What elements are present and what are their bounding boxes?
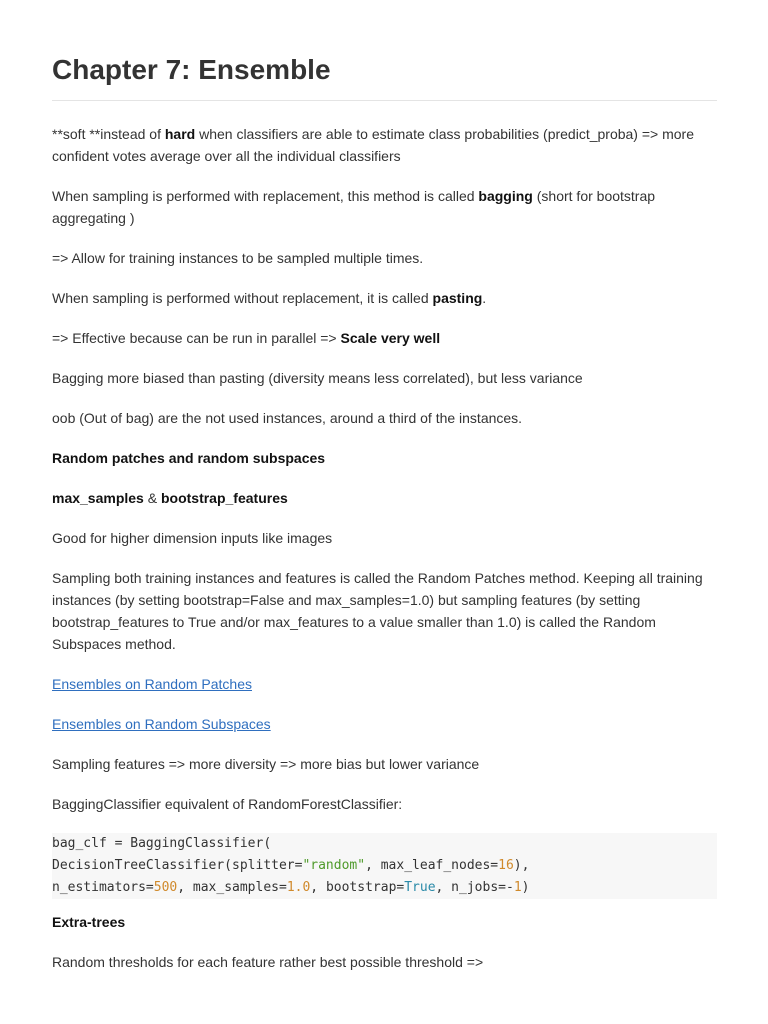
heading-text: Extra-trees: [52, 914, 126, 930]
bold-term-hard: hard: [164, 126, 196, 142]
code-block: [52, 833, 717, 899]
bold-term-bagging: bagging: [478, 188, 533, 204]
paragraph-oob: oob (Out of bag) are the not used instances, around a third of the instances.: [52, 410, 523, 426]
text-segment: => Effective because can be run in parallel =>: [52, 330, 341, 346]
code-number: 1: [513, 880, 522, 895]
text-segment: (short for bootstrap aggregating ): [52, 188, 656, 226]
page-title: Chapter 7: Ensemble: [52, 0, 717, 101]
paragraph-link-patches: [52, 673, 717, 695]
paragraph-random-thresholds: Random thresholds for each feature rather best possible threshold =>: [52, 954, 484, 970]
code-token: , n_jobs=-: [435, 880, 514, 895]
code-token: n_estimators=: [52, 880, 154, 895]
text-segment: .: [482, 290, 487, 306]
heading-random-patches: [52, 447, 717, 469]
bold-term-scale: Scale very well: [340, 330, 441, 346]
code-token: ),: [513, 858, 530, 873]
paragraph-bagging: [52, 185, 717, 229]
paragraph-sampling-features: Sampling features => more diversity => more bias but lower variance: [52, 756, 480, 772]
code-token: ): [521, 880, 530, 895]
paragraph-link-subspaces: [52, 713, 717, 735]
heading-extra-trees: [52, 911, 717, 933]
link-random-subspaces[interactable]: Ensembles on Random Subspaces: [52, 716, 271, 732]
paragraph-soft-voting: [52, 123, 717, 167]
paragraph-bias-variance: Bagging more biased than pasting (diversity means less correlated), but less variance: [52, 370, 583, 386]
text-segment: **soft **instead of: [52, 126, 165, 142]
paragraph-replacement-note: => Allow for training instances to be sampled multiple times.: [52, 250, 424, 266]
text-segment: When sampling is performed with replacement, this method is called: [52, 188, 479, 204]
paragraph-bagging-equivalent: BaggingClassifier equivalent of RandomForestClassifier:: [52, 796, 403, 812]
code-line: bag_clf = BaggingClassifier(: [52, 836, 272, 851]
text-segment: &: [143, 490, 161, 506]
paragraph-parallel: [52, 327, 717, 349]
code-token: DecisionTreeClassifier(splitter=: [52, 858, 303, 873]
bold-term-max-samples: max_samples: [52, 490, 144, 506]
heading-text: Random patches and random subspaces: [52, 450, 326, 466]
code-keyword: True: [404, 880, 436, 895]
bold-term-bootstrap-features: bootstrap_features: [160, 490, 288, 506]
paragraph-params: [52, 487, 717, 509]
paragraph-random-patches-method: Sampling both training instances and features is called the Random Patches method. Keeping all training instances (by setting bootstrap=False and max_samples=1.0) but sampling features (by setting bootstrap_features to True and/or max_features to a value smaller than 1.0) is called the Random Subspaces method.: [52, 570, 703, 652]
paragraph-pasting: [52, 287, 717, 309]
code-number: 16: [498, 858, 514, 873]
code-token: , max_samples=: [177, 880, 287, 895]
code-number: 500: [153, 880, 178, 895]
code-number: 1.0: [286, 880, 311, 895]
code-string: "random": [302, 858, 366, 873]
link-random-patches[interactable]: Ensembles on Random Patches: [52, 676, 252, 692]
text-segment: when classifiers are able to estimate class probabilities (predict_proba) => more confident votes average over all the individual classifiers: [52, 126, 694, 164]
bold-term-pasting: pasting: [432, 290, 483, 306]
paragraph-images: Good for higher dimension inputs like images: [52, 530, 333, 546]
text-segment: When sampling is performed without replacement, it is called: [52, 290, 433, 306]
code-token: , max_leaf_nodes=: [365, 858, 499, 873]
code-token: , bootstrap=: [310, 880, 405, 895]
